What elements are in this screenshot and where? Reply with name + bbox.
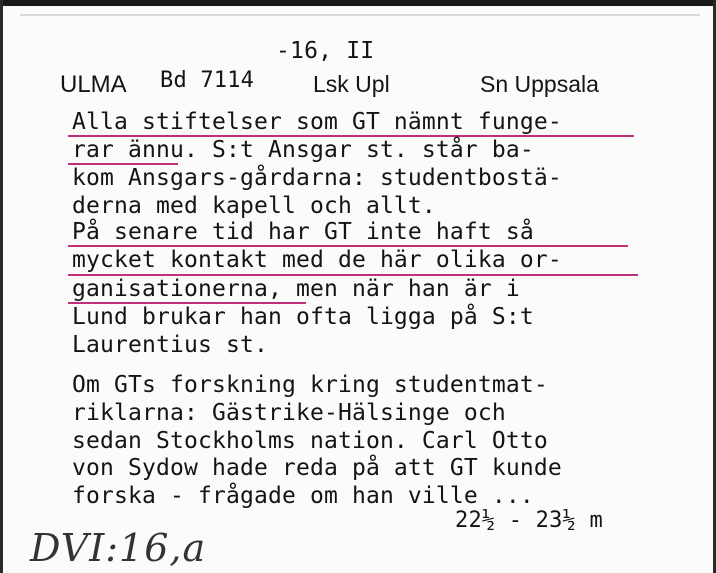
text-line: kom Ansgars-gårdarna: studentbostä-: [72, 165, 562, 191]
card-number: -16, II: [276, 38, 375, 64]
scan-smudge: [20, 14, 700, 16]
text-line: von Sydow hade reda på att GT kunde: [72, 455, 562, 481]
volume-label: Bd 7114: [160, 68, 255, 93]
text-line: Laurentius st.: [72, 332, 268, 358]
tape-range: 22½ - 23½ m: [455, 508, 603, 533]
socken-label: Sn Uppsala: [480, 71, 599, 97]
text-line: ganisationerna, men när han är i: [72, 276, 520, 302]
handwritten-code: DVI:16,a: [30, 526, 207, 570]
card-top-edge: [0, 0, 716, 6]
card-left-edge: [0, 0, 3, 573]
text-line: Om GTs forskning kring studentmat-: [72, 372, 548, 398]
text-line: forska - frågade om han ville ...: [72, 483, 534, 509]
text-line: På senare tid har GT inte haft så: [72, 219, 534, 245]
landskap-label: Lsk Upl: [313, 71, 390, 97]
text-line: derna med kapell och allt.: [72, 193, 436, 219]
text-line: mycket kontakt med de här olika or-: [72, 247, 562, 273]
text-line: riklarna: Gästrike-Hälsinge och: [72, 400, 506, 426]
text-line: Lund brukar han ofta ligga på S:t: [72, 304, 534, 330]
text-line: Alla stiftelser som GT nämnt funge-: [72, 109, 562, 135]
text-line: rar ännu. S:t Ansgar st. står ba-: [72, 137, 534, 163]
text-line: sedan Stockholms nation. Carl Otto: [72, 428, 548, 454]
archive-label: ULMA: [60, 71, 127, 98]
